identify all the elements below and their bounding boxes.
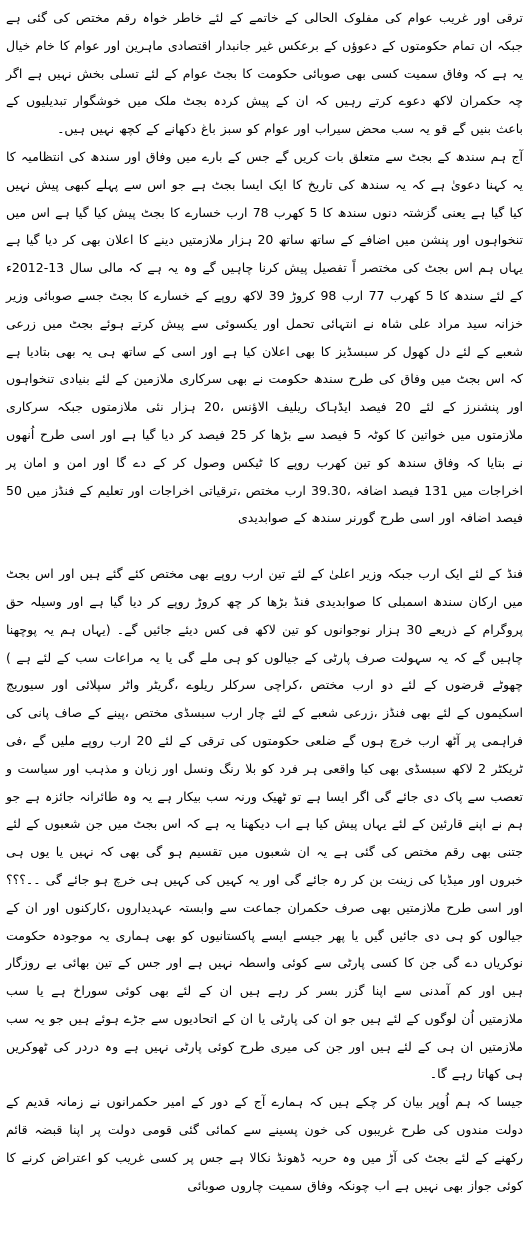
article-paragraph-4: جیسا کہ ہم اُوپر بیان کر چکے ہیں کہ ہمارے آج کے دور کے امیر حکمرانوں نے زمانہ قدیم کے دولت مندوں کی طرح غریبوں کی خون پسینے سے کمائی گئی قومی دولت پر اپنا قبضہ قائم رکھنے کے لئے بجٹ کی آڑ میں وہ حربہ ڈھونڈ نکالا ہے جس پر کسی غریب کو اعتراض کرنے کا کوئی جواز بھی نہیں ہے اب چونکہ وفاق سمیت چاروں صوبائی (6, 1094, 523, 1193)
article-paragraph-2: آج ہم سندھ کے بجٹ سے متعلق بات کریں گے جس کے بارے میں وفاق اور سندھ کی انتظامیہ کا یہ کہنا دعویٰ ہے کہ یہ سندھ کی تاریخ کا ایک ایسا بجٹ ہے جو اس سے پہلے کبھی پیش نہیں کیا گیا ہے یعنی گزشتہ دنوں سندھ کا 5 کھرب 78 ارب خسارے کا بجٹ پیش کیا گیا ہے اس میں تنخواہوں اور پنشن میں اضافے کے ساتھ ساتھ 20 ہزار ملازمتیں دینے کا اعلان بھی کر دیا گیا ہے یہاں ہم اس بجٹ کی مختصر اً تفصیل پیش کرنا چاہیں گے وہ یہ ہے کہ مالی سال 13-2012ء کے لئے سندھ کا 5 کھرب 77 ارب 98 کروڑ 39 لاکھ روپے کے خسارے کا بجٹ جسے صوبائی وزیر خزانہ سید مراد علی شاہ نے انتہائی تحمل اور یکسوئی سے پیش کرتے ہوئے بجٹ میں زرعی شعبے کے لئے دل کھول کر سبسڈیز کا بھی اعلان کیا ہے اور اسی کے ساتھ ہی یہ بھی بتادیا ہے کہ اس بجٹ میں وفاق کی طرح سندھ حکومت نے بھی سرکاری ملازمین کے لئے بنیادی تنخواہوں اور پنشنرز کے لئے 20 فیصد ایڈہاک ریلیف الاؤنس ،20 ہزار نئی ملازمتوں جبکہ سرکاری ملازمتوں میں خواتین کا کوٹہ 5 فیصد سے بڑھا کر 25 فیصد کر دیا گیا ہے اور اسی طرح اُنھوں نے بتایا کہ وفاق سندھ کو تین کھرب روپے کا ٹیکس وصول کر کے دے گا اور امن و امان پر اخراجات میں 131 فیصد اضافہ ،39.30 ارب مختص ،ترقیاتی اخراجات اور تعلیم کے فنڈز میں 50 فیصد اضافہ اور اسی طرح گورنر سندھ کے صوابدیدی (6, 148, 524, 526)
article-paragraph-3: فنڈ کے لئے ایک ارب جبکہ وزیر اعلیٰ کے لئے تین ارب روپے بھی مختص کئے گئے ہیں اور اس بجٹ میں ارکان سندھ اسمبلی کا صوابدیدی فنڈ بڑھا کر چھ کروڑ روپے کر دیا گیا ہے اور وسیلہ حق پروگرام کے ذریعے 30 ہزار نوجوانوں کو تین لاکھ فی کس دیئے جائیں گے۔ (یہاں ہم یہ پوچھنا چاہیں گے کہ یہ سہولت صرف پارٹی کے جیالوں کو ہی ملے گی یا یہ مراعات سب کے لئے ہے ) چھوٹے قرضوں کے لئے دو ارب مختص ،کراچی سرکلر ریلوے ،گریٹر واٹر سپلائی اور سیوریج اسکیموں کے لئے بھی فنڈز ،زرعی شعبے کے لئے چار ارب سبسڈی مختص ،پینے کے صاف پانی کی فراہمی پر آٹھ ارب خرچ ہوں گے ضلعی حکومتوں کی ترقی کے لئے 20 ارب روپے ملیں گے ،فی ٹریکٹر 2 لاکھ سبسڈی بھی کیا واقعی ہر فرد کو بلا رنگ ونسل اور زبان و مذہب اور سیاست و تعصب سے پاک دی جائے گی اگر ایسا ہے تو ٹھیک ورنہ سب بیکار ہے یہ وہ طائرانہ جائزہ ہے جو ہم نے اپنے قارئین کے لئے یہاں پیش کیا ہے اب دیکھنا یہ ہے کہ اس بجٹ میں جن شعبوں کے لئے جتنی بھی رقم مختص کی گئی ہے یہ ان شعبوں میں تقسیم ہو گی بھی کہ نہیں یا یوں ہی خبروں اور میڈیا کی زینت بن کر رہ جائے گی اور یہ کہیں کی کہیں ہی خرچ ہو جائے گی ۔۔؟؟؟ اور اسی طرح ملازمتیں بھی صرف حکمران جماعت سے وابستہ عہدیداروں ،کارکنوں اور ان کے جیالوں کو ہی دی جائیں گیں یا پھر جیسے ایسے پاکستانیوں کو بھی ہماری یہ موجودہ حکومت نوکریاں دے گی جن کا کسی پارٹی سے کوئی واسطہ نہیں ہے اور جس کے تین بھائی بے روزگار ہیں اور کم آمدنی سے اپنا گزر بسر کر رہے ہیں ان کے لئے بھی کوئی سوراخ ہے یا سب ملازمتیں اُن لوگوں کے لئے ہیں جو ان کی پارٹی یا ان کے اتحادیوں سے جڑے ہوئے ہیں جو یہ سب ملازمتیں ان ہی کے لئے ہیں اور جن کی میری طرح کوئی پارٹی نہیں ہے وہ دردر کی ٹھوکریں ہی کھاتا رہے گا۔ (6, 566, 524, 1082)
article-paragraph-1: ترقی اور غریب عوام کی مفلوک الحالی کے خاتمے کے لئے خاطر خواہ رقم مختص کی گئی ہے جبکہ ان تمام حکومتوں کے دعوؤں کے برعکس غیر جانبدار اقتصادی ماہرین اور عوام کا خام خیال یہ ہے کہ وفاق سمیت کسی بھی صوبائی حکومت کا بجٹ عوام کے لئے تسلی بخش نہیں ہے اگر چہ حکمران لاکھ دعوے کرتے رہیں کہ ان کے پیش کردہ بجٹ ملک میں خوشگوار تبدیلیوں کے باعث بنیں گے قو یہ سب محض سیراب اور عوام کو سبز باغ دکھانے کے کچھ نہیں ہیں۔ (6, 10, 523, 137)
paragraph-gap (6, 532, 523, 560)
